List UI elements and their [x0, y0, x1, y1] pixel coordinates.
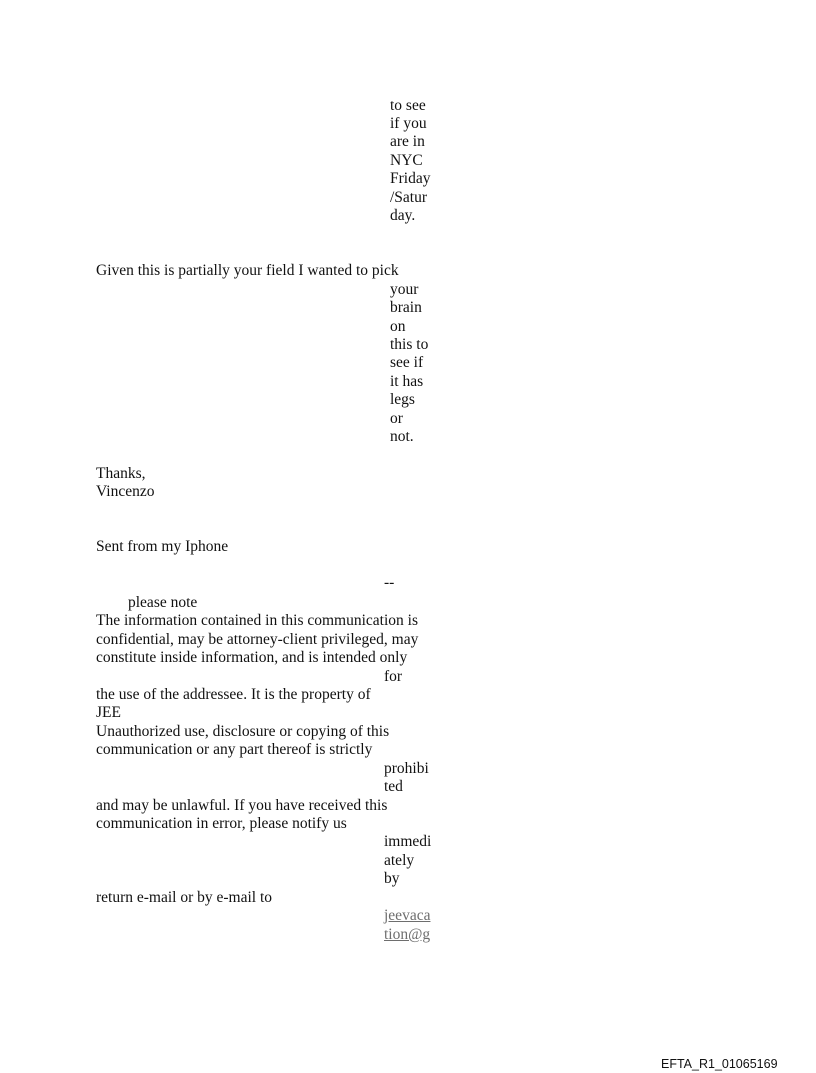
document-id: EFTA_R1_01065169: [661, 1057, 778, 1071]
disclaimer-word: by: [384, 870, 400, 887]
given-word: on: [390, 318, 406, 335]
intro-word: day.: [390, 207, 416, 224]
disclaimer-line: communication in error, please notify us: [96, 815, 347, 832]
intro-word: Friday: [390, 170, 431, 187]
disclaimer-line: communication or any part thereof is strictly: [96, 741, 373, 758]
given-word: see if: [390, 354, 424, 371]
intro-word: /Satur: [390, 189, 428, 206]
thanks-line: Thanks,: [96, 465, 146, 482]
given-line: Given this is partially your field I wanted to pick: [96, 262, 399, 279]
given-word: brain: [390, 299, 422, 316]
intro-word: if you: [390, 115, 427, 132]
disclaimer-line: Unauthorized use, disclosure or copying of this: [96, 723, 390, 740]
sent-from-line: Sent from my Iphone: [96, 538, 229, 555]
disclaimer-line: and may be unlawful. If you have received this: [96, 797, 388, 814]
intro-word: are in: [390, 133, 425, 150]
disclaimer-word: for: [384, 668, 403, 685]
disclaimer-line: JEE: [96, 704, 121, 721]
email-link[interactable]: jeevaca: [384, 907, 431, 924]
intro-word: NYC: [390, 152, 423, 169]
given-word: it has: [390, 373, 424, 390]
disclaimer-line: confidential, may be attorney-client privileged, may: [96, 631, 419, 648]
disclaimer-word: ately: [384, 852, 415, 869]
disclaimer-line: constitute inside information, and is intended only: [96, 649, 408, 666]
given-word: legs: [390, 391, 415, 408]
given-word: not.: [390, 428, 414, 445]
given-word: this to: [390, 336, 429, 353]
email-link[interactable]: tion@g: [384, 926, 431, 943]
disclaimer-word: prohibi: [384, 760, 429, 777]
please-note: please note: [128, 594, 198, 611]
intro-word: to see: [390, 97, 426, 114]
given-word: or: [390, 410, 403, 427]
disclaimer-line: return e-mail or by e-mail to: [96, 889, 273, 906]
given-word: your: [390, 281, 419, 298]
disclaimer-line: The information contained in this communication is: [96, 612, 418, 629]
sender-name: Vincenzo: [96, 483, 155, 500]
disclaimer-line: the use of the addressee. It is the property of: [96, 686, 371, 703]
disclaimer-word: ted: [384, 778, 403, 795]
disclaimer-word: immedi: [384, 833, 432, 850]
separator: --: [384, 574, 395, 591]
